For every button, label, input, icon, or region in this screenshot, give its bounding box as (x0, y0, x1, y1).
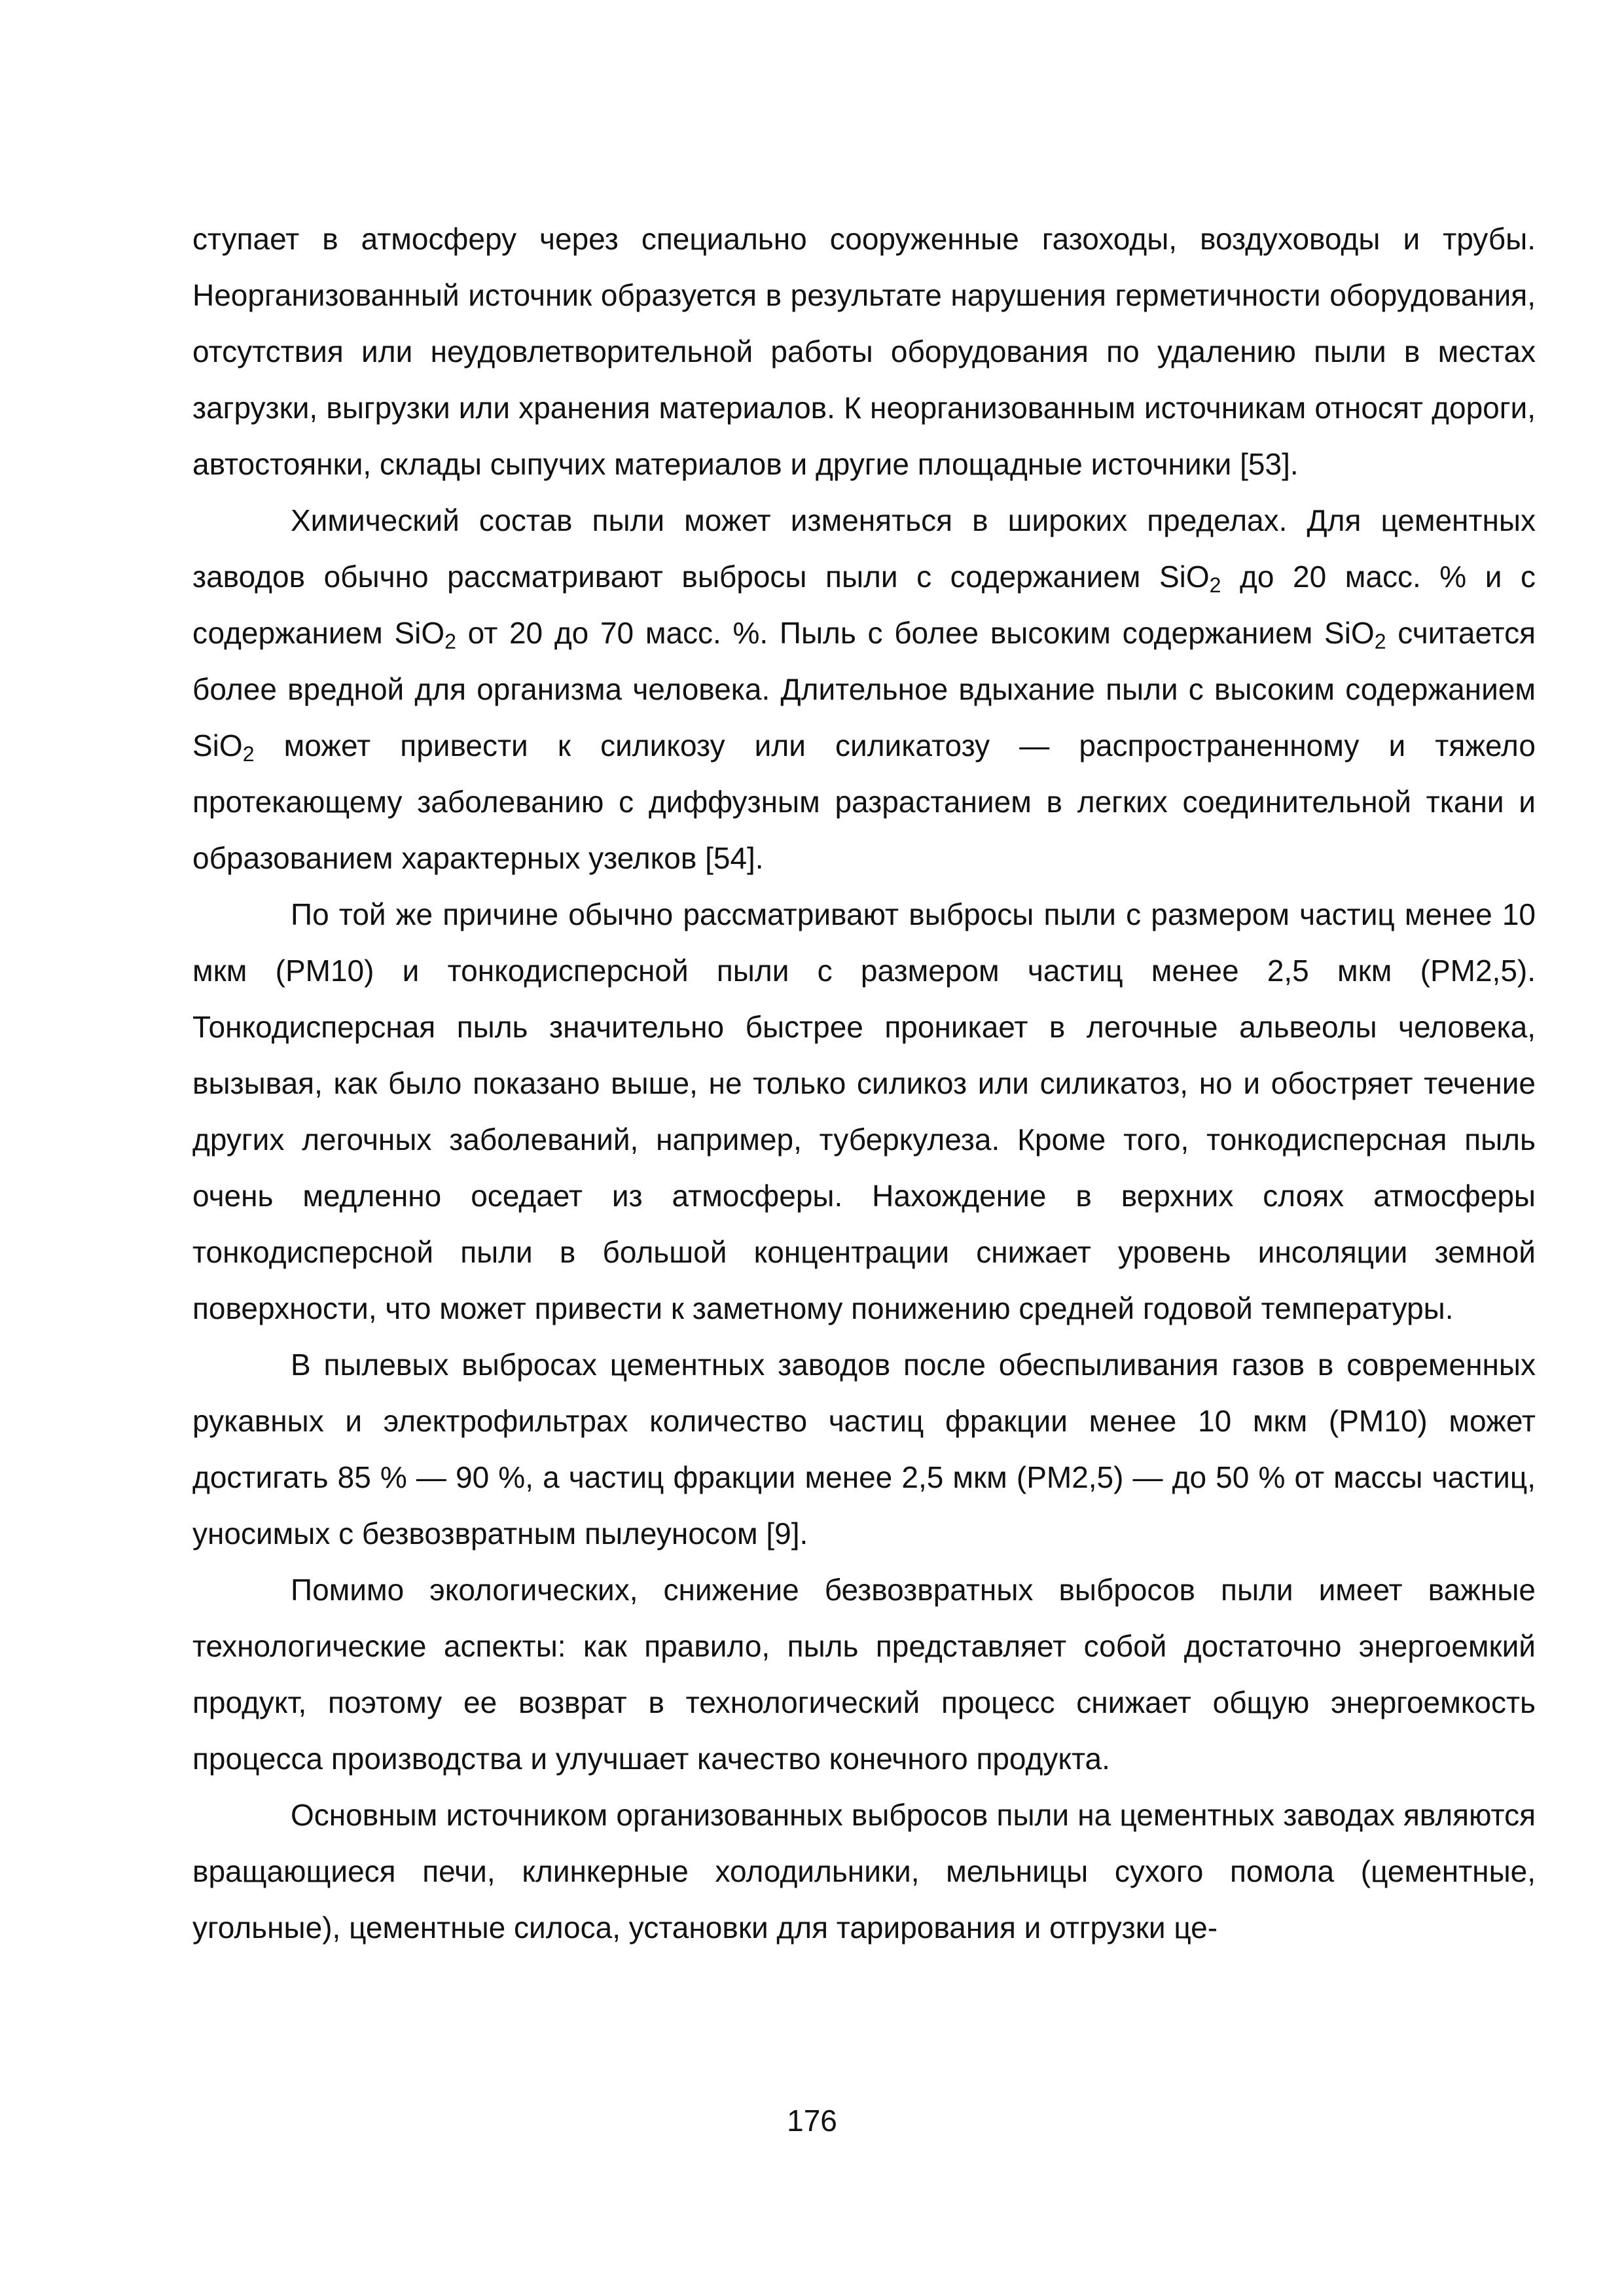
paragraph-2-text: до 20 масс. % и с содержанием SiO (192, 560, 1536, 650)
paragraph-2-text: считается более вредной для организма человека. Длительное вдыхание пыли с высоким содержанием SiO (192, 616, 1536, 762)
body-text (192, 211, 1536, 1956)
paragraph-4: В пылевых выбросах цементных заводов после обеспыливания газов в современных рукавных и электрофильтрах количество частиц фракции менее 10 мкм (PM10) может достигать 85 % — 90 %, а частиц фракции менее 2,5 мкм (PM2,5) — до 50 % от массы частиц, уносимых с безвозвратным пылеуносом [9]. (192, 1348, 1536, 1551)
paragraph-2-text: от 20 до 70 масс. %. Пыль с более высоким содержанием SiO (456, 616, 1375, 650)
subscript-2: 2 (242, 742, 255, 766)
subscript-2: 2 (1209, 573, 1221, 597)
paragraph-1: ступает в атмосферу через специально сооруженные газоходы, воздуховоды и трубы. Неорганизованный источник образуется в результате нарушения герметичности оборудования, отсутствия или неудовлетворительной работы оборудования по удалению пыли в местах загрузки, выгрузки или хранения материалов. К неорганизованным источникам относят дороги, автостоянки, склады сыпучих материалов и другие площадные источники [53]. (192, 222, 1536, 481)
paragraph-5: Помимо экологических, снижение безвозвратных выбросов пыли имеет важные технологические аспекты: как правило, пыль представляет собой достаточно энергоемкий продукт, поэтому ее возврат в технологический процесс снижает общую энергоемкость процесса производства и улучшает качество конечного продукта. (192, 1573, 1536, 1776)
paragraph-2 (192, 492, 1536, 886)
paragraph-6: Основным источником организованных выбросов пыли на цементных заводах являются вращающиеся печи, клинкерные холодильники, мельницы сухого помола (цементные, угольные), цементные силоса, установки для тарирования и отгрузки це- (192, 1798, 1536, 1945)
paragraph-2-text: может привести к силикозу или силикатозу — распространенному и тяжело протекающему заболеванию с диффузным разрастанием в легких соединительной ткани и образованием характерных узелков [54]. (192, 728, 1536, 875)
paragraph-2-text: Химический состав пыли может изменяться в широких пределах. Для цементных заводов обычно рассматривают выбросы пыли с содержанием SiO (192, 503, 1536, 594)
page-number: 176 (787, 2104, 837, 2138)
subscript-2: 2 (1374, 630, 1386, 653)
subscript-2: 2 (444, 630, 456, 653)
paragraph-3: По той же причине обычно рассматривают выбросы пыли с размером частиц менее 10 мкм (PM10) и тонкодисперсной пыли с размером частиц менее 2,5 мкм (PM2,5). Тонкодисперсная пыль значительно быстрее проникает в легочные альвеолы человека, вызывая, как было показано выше, не только силикоз или силикатоз, но и обостряет течение других легочных заболеваний, например, туберкулеза. Кроме того, тонкодисперсная пыль очень медленно оседает из атмосферы. Нахождение в верхних слоях атмосферы тонкодисперсной пыли в большой концентрации снижает уровень инсоляции земной поверхности, что может привести к заметному понижению средней годовой температуры. (192, 897, 1536, 1325)
